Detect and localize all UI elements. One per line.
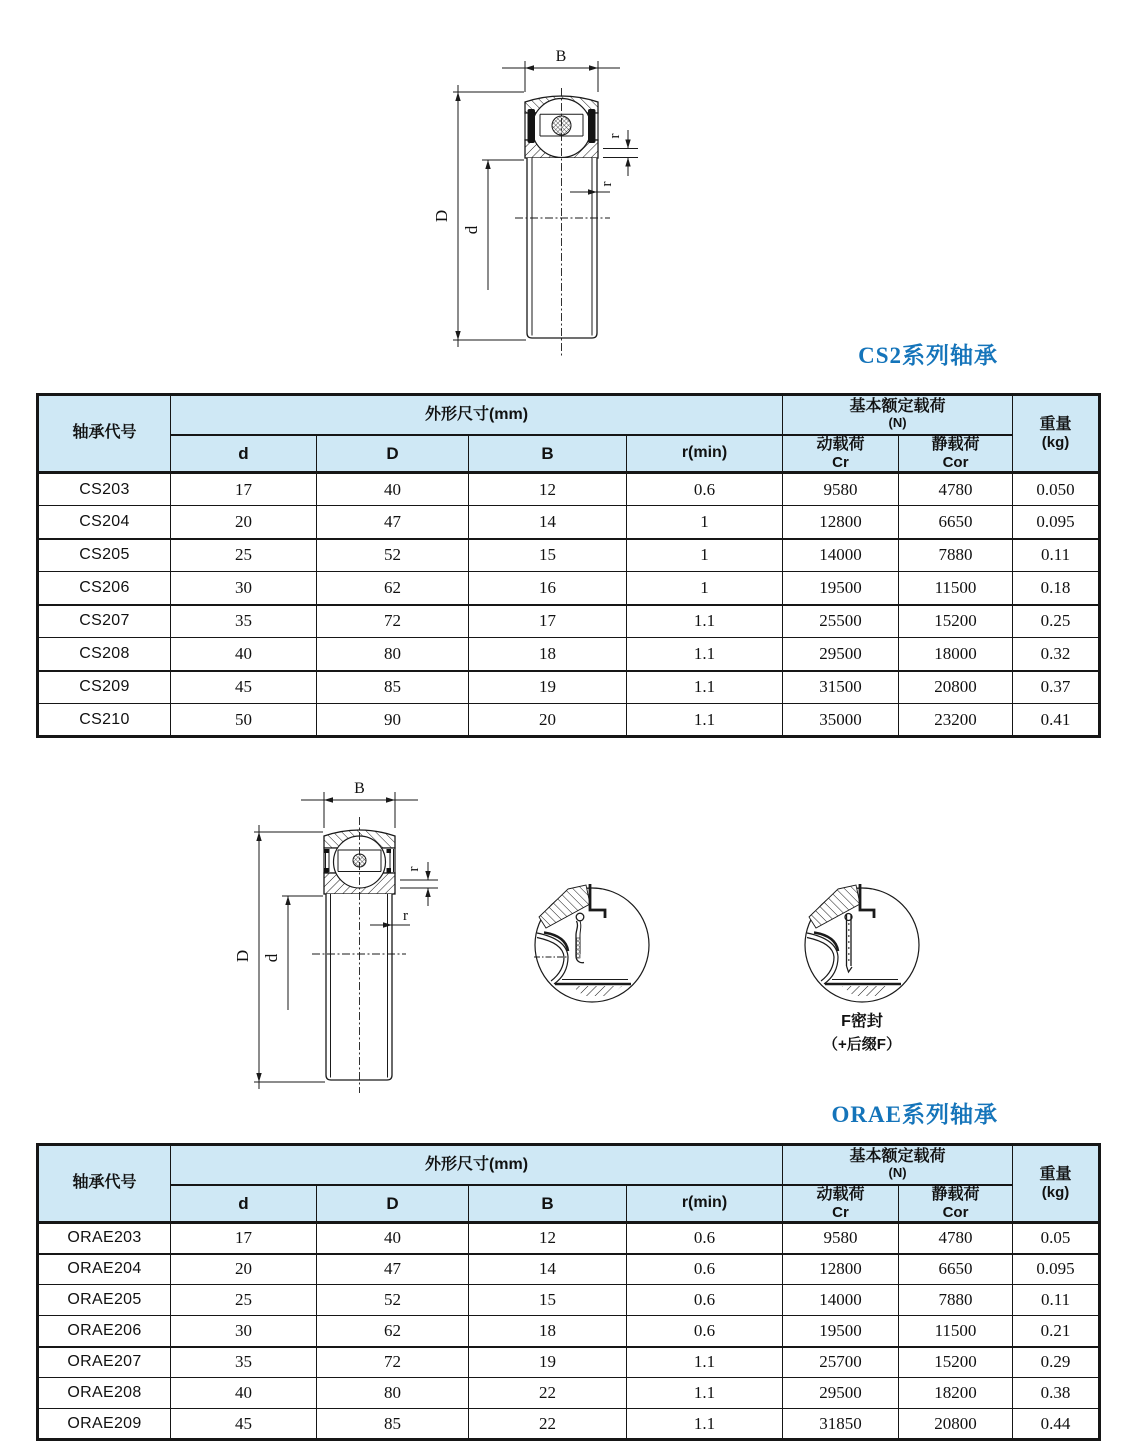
cell: 0.050	[1013, 473, 1100, 506]
cell: 12800	[783, 506, 899, 539]
cell: 45	[171, 671, 317, 704]
header-col-cr	[783, 1185, 899, 1223]
table-row	[38, 572, 1100, 605]
cell: 17	[469, 605, 627, 638]
cell: 1	[627, 572, 783, 605]
cell: 14000	[783, 1285, 899, 1316]
load-group-line2: (N)	[888, 415, 907, 431]
cell: 1.1	[627, 638, 783, 671]
cell: 19	[469, 1347, 627, 1378]
cell: 18	[469, 1316, 627, 1347]
header-load-group	[783, 1145, 1013, 1185]
cell: 25700	[783, 1347, 899, 1378]
header-row-1	[38, 1145, 1100, 1185]
cell: 0.095	[1013, 1254, 1100, 1285]
load-group-line1: 基本额定载荷	[849, 1148, 946, 1166]
cell: 19	[469, 671, 627, 704]
seal-detail-diagram	[510, 860, 940, 1070]
table-row	[38, 539, 1100, 572]
cell: 0.32	[1013, 638, 1100, 671]
table-row	[38, 1254, 1100, 1285]
orae-section-title: ORAE系列轴承	[831, 1102, 998, 1127]
cell: 0.11	[1013, 1285, 1100, 1316]
cor-line2: Cor	[942, 1203, 969, 1221]
cell: 1.1	[627, 605, 783, 638]
cell: 4780	[899, 1223, 1013, 1254]
header-row-1	[38, 395, 1100, 435]
cell: 80	[317, 638, 469, 671]
cr-line1: 动载荷	[816, 1185, 865, 1203]
cell: 22	[469, 1378, 627, 1409]
cell: 11500	[899, 1316, 1013, 1347]
header-bearing-code: 轴承代号	[38, 1145, 171, 1223]
cell: 50	[171, 704, 317, 737]
cell: 1.1	[627, 1378, 783, 1409]
header-col-r-min: r(min)	[627, 1185, 783, 1223]
header-bearing-code: 轴承代号	[38, 395, 171, 473]
weight-line1: 重量	[1039, 1165, 1072, 1183]
cell: ORAE203	[38, 1223, 171, 1254]
header-col-B: B	[469, 1185, 627, 1223]
cell: 20	[469, 704, 627, 737]
cell: 1.1	[627, 1409, 783, 1440]
orae-bearing-diagram	[220, 770, 470, 1100]
cell: 20800	[899, 671, 1013, 704]
cell: CS207	[38, 605, 171, 638]
cell: 12	[469, 1223, 627, 1254]
cell: 19500	[783, 1316, 899, 1347]
cell: ORAE204	[38, 1254, 171, 1285]
cell: 40	[317, 1223, 469, 1254]
cell: ORAE207	[38, 1347, 171, 1378]
cell: 1	[627, 506, 783, 539]
cell: CS208	[38, 638, 171, 671]
cor-line2: Cor	[942, 453, 969, 471]
header-row-2	[38, 435, 1100, 473]
cell: 0.37	[1013, 671, 1100, 704]
header-col-cor	[899, 435, 1013, 473]
cell: 15200	[899, 605, 1013, 638]
header-col-cor	[899, 1185, 1013, 1223]
cell: 25	[171, 539, 317, 572]
cell: 15	[469, 539, 627, 572]
cell: 0.44	[1013, 1409, 1100, 1440]
cell: 62	[317, 572, 469, 605]
cell: 17	[171, 473, 317, 506]
header-row-2	[38, 1185, 1100, 1223]
header-col-r-min: r(min)	[627, 435, 783, 473]
cell: 72	[317, 605, 469, 638]
dim-label-B: B	[555, 48, 567, 65]
header-dimensions-group: 外形尺寸(mm)	[171, 1145, 783, 1185]
cell: 12	[469, 473, 627, 506]
cell: 29500	[783, 638, 899, 671]
cell: 20	[171, 1254, 317, 1285]
seal-detail-f	[805, 884, 919, 1002]
cell: ORAE208	[38, 1378, 171, 1409]
cell: 1	[627, 539, 783, 572]
table-row	[38, 1223, 1100, 1254]
cell: 25	[171, 1285, 317, 1316]
cell: 35	[171, 605, 317, 638]
header-col-d: d	[171, 1185, 317, 1223]
header-weight	[1013, 1145, 1100, 1223]
cell: 0.6	[627, 473, 783, 506]
cell: 15	[469, 1285, 627, 1316]
cell: 31850	[783, 1409, 899, 1440]
dim-label-r1: r	[607, 133, 623, 139]
cell: 0.41	[1013, 704, 1100, 737]
table-row	[38, 1316, 1100, 1347]
cell: 45	[171, 1409, 317, 1440]
cell: 29500	[783, 1378, 899, 1409]
dim-label-r2: r	[403, 908, 408, 924]
cell: 7880	[899, 1285, 1013, 1316]
cell: 30	[171, 1316, 317, 1347]
dim-label-D: D	[233, 949, 252, 963]
cell: 18000	[899, 638, 1013, 671]
cell: 6650	[899, 506, 1013, 539]
table-row	[38, 1409, 1100, 1440]
cell: 0.095	[1013, 506, 1100, 539]
cell: 40	[317, 473, 469, 506]
cell: 0.25	[1013, 605, 1100, 638]
dim-label-d: d	[462, 225, 481, 235]
cr-line2: Cr	[832, 1203, 849, 1221]
cell: 35	[171, 1347, 317, 1378]
load-group-line1: 基本额定载荷	[849, 398, 946, 416]
cell: 0.05	[1013, 1223, 1100, 1254]
header-col-D: D	[317, 1185, 469, 1223]
cell: CS209	[38, 671, 171, 704]
table-row	[38, 638, 1100, 671]
cell: ORAE206	[38, 1316, 171, 1347]
cell: 18	[469, 638, 627, 671]
cor-line1: 静载荷	[931, 435, 980, 453]
cell: 47	[317, 506, 469, 539]
cell: 7880	[899, 539, 1013, 572]
cell: 85	[317, 1409, 469, 1440]
table-row	[38, 1285, 1100, 1316]
cell: 11500	[899, 572, 1013, 605]
cell: 25500	[783, 605, 899, 638]
cell: 52	[317, 1285, 469, 1316]
cr-line2: Cr	[832, 453, 849, 471]
f-seal-suffix-caption: （+后缀F）	[823, 1036, 901, 1053]
dim-label-B: B	[354, 780, 365, 797]
header-load-group	[783, 395, 1013, 435]
cell: 17	[171, 1223, 317, 1254]
cs2-section-title: CS2系列轴承	[858, 343, 998, 368]
weight-line2: (kg)	[1041, 434, 1070, 452]
cell: 35000	[783, 704, 899, 737]
f-seal-caption: F密封	[841, 1013, 883, 1030]
cell: 0.18	[1013, 572, 1100, 605]
cell: 62	[317, 1316, 469, 1347]
cell: 0.21	[1013, 1316, 1100, 1347]
cell: 23200	[899, 704, 1013, 737]
cell: 80	[317, 1378, 469, 1409]
cell: CS210	[38, 704, 171, 737]
cell: CS204	[38, 506, 171, 539]
cell: 6650	[899, 1254, 1013, 1285]
cell: 18200	[899, 1378, 1013, 1409]
cell: 4780	[899, 473, 1013, 506]
header-col-cr	[783, 435, 899, 473]
cell: 72	[317, 1347, 469, 1378]
cell: 0.29	[1013, 1347, 1100, 1378]
table-row	[38, 704, 1100, 737]
cell: 40	[171, 1378, 317, 1409]
header-col-d: d	[171, 435, 317, 473]
dim-label-d: d	[262, 953, 281, 963]
cell: 1.1	[627, 704, 783, 737]
seal-right	[588, 109, 596, 143]
cell: 0.6	[627, 1254, 783, 1285]
cell: 9580	[783, 1223, 899, 1254]
cor-line1: 静载荷	[931, 1185, 980, 1203]
cell: CS205	[38, 539, 171, 572]
cs2-table	[36, 393, 1101, 738]
cell: 31500	[783, 671, 899, 704]
cell: CS203	[38, 473, 171, 506]
cell: 20	[171, 506, 317, 539]
cell: CS206	[38, 572, 171, 605]
cell: ORAE209	[38, 1409, 171, 1440]
table-row	[38, 671, 1100, 704]
table-row	[38, 473, 1100, 506]
table-row	[38, 1347, 1100, 1378]
load-group-line2: (N)	[888, 1165, 907, 1181]
weight-line1: 重量	[1039, 415, 1072, 433]
cell: 0.11	[1013, 539, 1100, 572]
header-weight	[1013, 395, 1100, 473]
cell: 0.38	[1013, 1378, 1100, 1409]
cell: 0.6	[627, 1223, 783, 1254]
cell: 47	[317, 1254, 469, 1285]
table-row	[38, 506, 1100, 539]
cell: 90	[317, 704, 469, 737]
cell: 20800	[899, 1409, 1013, 1440]
cell: 14	[469, 506, 627, 539]
cell: 0.6	[627, 1285, 783, 1316]
cell: 12800	[783, 1254, 899, 1285]
cell: ORAE205	[38, 1285, 171, 1316]
cell: 52	[317, 539, 469, 572]
cell: 85	[317, 671, 469, 704]
cell: 16	[469, 572, 627, 605]
seal-left	[528, 109, 536, 143]
header-col-B: B	[469, 435, 627, 473]
table-row	[38, 1378, 1100, 1409]
dim-label-r1: r	[406, 866, 422, 872]
dim-label-D: D	[432, 209, 451, 223]
cell: 30	[171, 572, 317, 605]
seal-detail-standard	[534, 884, 649, 1002]
cell: 40	[171, 638, 317, 671]
cell: 15200	[899, 1347, 1013, 1378]
cell: 22	[469, 1409, 627, 1440]
cr-line1: 动载荷	[816, 435, 865, 453]
cell: 14000	[783, 539, 899, 572]
cell: 14	[469, 1254, 627, 1285]
cell: 1.1	[627, 1347, 783, 1378]
table-row	[38, 605, 1100, 638]
header-dimensions-group: 外形尺寸(mm)	[171, 395, 783, 435]
dim-label-r2: r	[599, 181, 615, 187]
orae-table	[36, 1143, 1101, 1441]
weight-line2: (kg)	[1041, 1184, 1070, 1202]
header-col-D: D	[317, 435, 469, 473]
cell: 0.6	[627, 1316, 783, 1347]
cell: 19500	[783, 572, 899, 605]
cs2-bearing-diagram	[420, 40, 680, 360]
cell: 1.1	[627, 671, 783, 704]
cell: 9580	[783, 473, 899, 506]
